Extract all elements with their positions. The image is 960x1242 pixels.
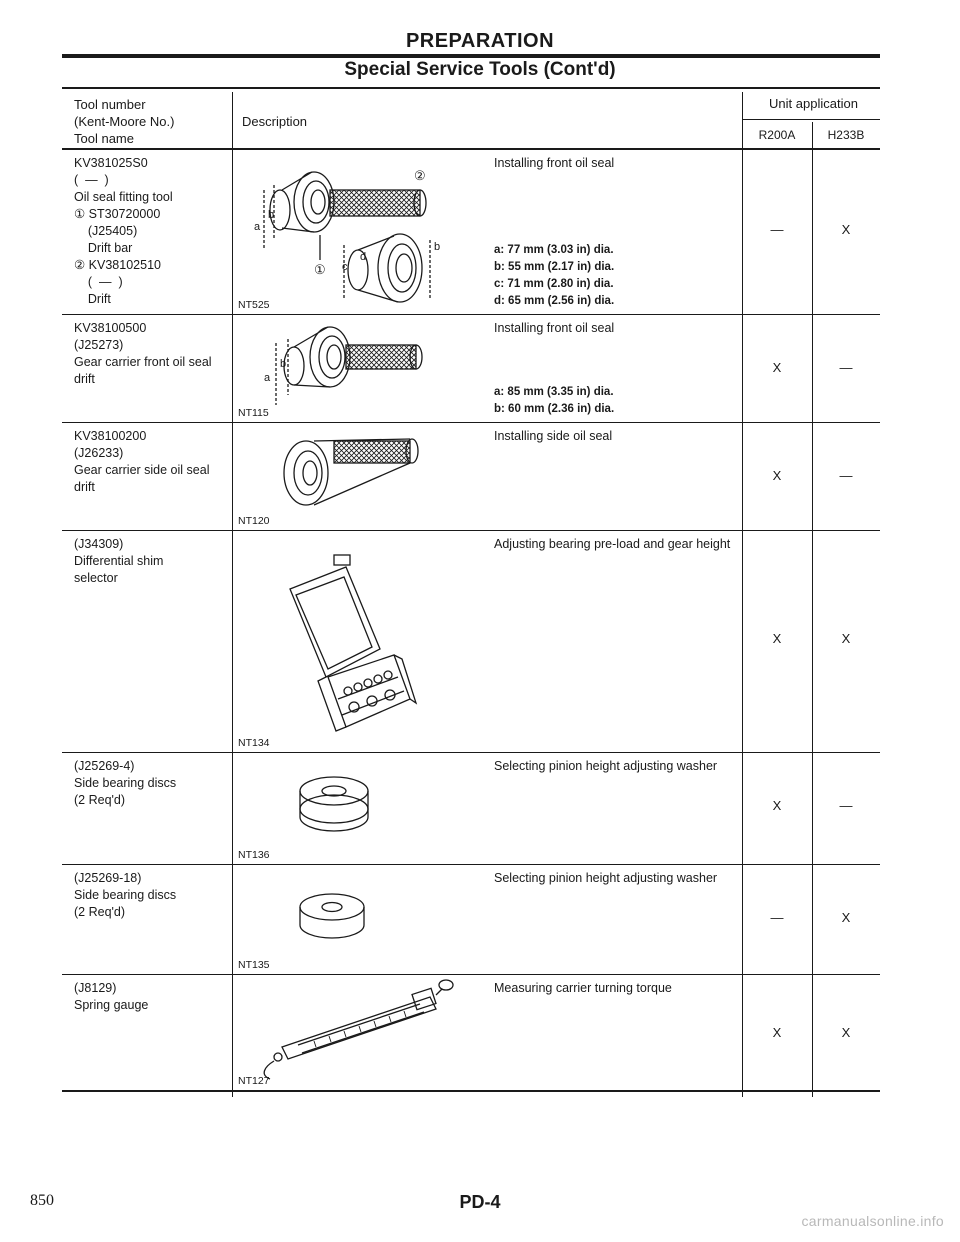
unit-h233b: X (841, 222, 851, 237)
header-description: Description (242, 114, 308, 129)
figure-code: NT136 (238, 849, 270, 861)
spring-gauge-figure (234, 975, 484, 1090)
dim-label-b2: b (434, 241, 441, 253)
part-callout-1: ① (314, 262, 326, 277)
unit-r200a: X (772, 631, 782, 646)
table-row (62, 753, 880, 865)
unit-h233b: X (841, 1025, 851, 1040)
header-unit-r200a: R200A (758, 128, 796, 142)
front-oil-seal-drift-figure (234, 315, 484, 422)
unit-h233b: X (841, 910, 851, 925)
figure-code: NT115 (238, 407, 269, 419)
unit-h233b: X (841, 631, 851, 646)
spring-gauge-illustration (234, 975, 484, 1092)
drift-set-illustration (234, 150, 484, 315)
tool-name: KV38100200 (J26233) Gear carrier side oil seal drift (74, 429, 210, 494)
tool-dimensions: a: 85 mm (3.35 in) dia. b: 60 mm (2.36 in) dia. (494, 386, 615, 415)
tool-dimensions: a: 77 mm (3.03 in) dia. b: 55 mm (2.17 in) dia. c: 71 mm (2.80 in) dia. d: 65 mm (2.56 in) dia. (494, 244, 615, 307)
figure-code: NT525 (238, 299, 270, 311)
page-section-number: PD-4 (459, 1192, 501, 1212)
unit-h233b: — (839, 468, 853, 483)
tool-description: Installing side oil seal (494, 429, 613, 443)
unit-r200a: — (770, 222, 784, 237)
figure-code: NT134 (238, 737, 270, 749)
table-row (62, 315, 880, 423)
unit-r200a: X (772, 1025, 782, 1040)
side-bearing-disc-thin-figure (234, 865, 484, 974)
tool-description: Installing front oil seal (494, 156, 615, 170)
dim-label-b: b (268, 209, 275, 221)
drift-illustration (234, 315, 484, 423)
table-row (62, 975, 880, 1092)
watermark: carmanualsonline.info (801, 1213, 944, 1229)
table-row (62, 423, 880, 531)
tool-description: Selecting pinion height adjusting washer (494, 871, 718, 885)
table-header (62, 92, 880, 150)
page-number-left: 850 (30, 1192, 54, 1209)
tool-description: Installing front oil seal (494, 321, 615, 335)
unit-h233b: — (839, 798, 853, 813)
title-rule (62, 54, 880, 58)
bearing-disc-thin-illustration (234, 865, 484, 975)
tool-name: KV381025S0 ( — ) Oil seal fitting tool ① ST30720000 (J25405) Drift bar ② KV38102510 ( — ) Drift (74, 156, 173, 306)
oil-seal-fitting-tool-figure (234, 150, 484, 314)
dim-label-b: b (280, 358, 287, 370)
header-unit-application: Unit application (769, 96, 858, 111)
tool-name: KV38100500 (J25273) Gear carrier front oil seal drift (74, 321, 212, 386)
table-row (62, 150, 880, 315)
figure-code: NT127 (238, 1075, 270, 1087)
side-oil-seal-drift-figure (234, 423, 484, 530)
dim-label-a: a (254, 221, 261, 233)
part-callout-2: ② (414, 168, 426, 183)
tool-name: (J34309) Differential shim selector (74, 537, 164, 585)
tool-description: Measuring carrier turning torque (494, 981, 672, 995)
unit-h233b: — (839, 360, 853, 375)
side-bearing-disc-figure (234, 753, 484, 864)
header-tool: Tool number (Kent-Moore No.) Tool name (74, 97, 175, 146)
dim-label-a: a (264, 372, 271, 384)
special-service-tools-table (62, 92, 880, 1092)
dim-label-d: d (360, 251, 367, 263)
tool-description: Selecting pinion height adjusting washer (494, 759, 718, 773)
table-row (62, 531, 880, 753)
bearing-disc-illustration (234, 753, 484, 865)
figure-code: NT120 (238, 515, 270, 527)
dim-label-c: c (342, 261, 348, 273)
tool-name: (J8129) Spring gauge (74, 981, 149, 1012)
unit-r200a: X (772, 468, 782, 483)
side-drift-illustration (234, 423, 484, 531)
shim-selector-case-illustration (234, 531, 484, 753)
unit-r200a: X (772, 360, 782, 375)
page-title: PREPARATION (405, 30, 555, 52)
subtitle-rule (62, 87, 880, 89)
unit-r200a: — (770, 910, 784, 925)
shim-selector-figure (234, 531, 484, 752)
figure-code: NT135 (238, 959, 270, 971)
tool-description: Adjusting bearing pre-load and gear height (494, 537, 731, 551)
header-unit-h233b: H233B (827, 128, 865, 142)
page-subtitle: Special Service Tools (Cont'd) (344, 59, 616, 80)
tool-name: (J25269-18) Side bearing discs (2 Req'd) (74, 871, 177, 919)
table-row (62, 865, 880, 975)
unit-r200a: X (772, 798, 782, 813)
header-unit-rule (742, 119, 880, 120)
tool-name: (J25269-4) Side bearing discs (2 Req'd) (74, 759, 177, 807)
